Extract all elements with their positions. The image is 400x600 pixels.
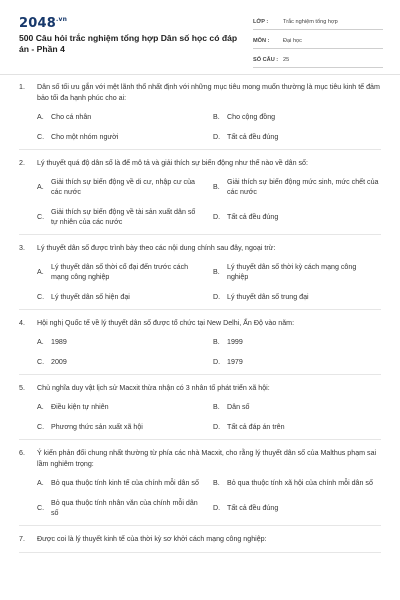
answer-options <box>19 402 381 432</box>
meta-key: SỐ CÂU : <box>253 56 279 63</box>
meta-row-subject <box>253 33 383 49</box>
answer-option[interactable] <box>213 262 385 282</box>
option-letter: A. <box>37 113 44 121</box>
option-text: Điều kiện tự nhiên <box>51 403 109 411</box>
option-text: 1979 <box>227 358 243 366</box>
answer-option[interactable] <box>37 337 209 347</box>
answer-option[interactable] <box>213 207 385 227</box>
question-item <box>19 82 381 150</box>
answer-option[interactable] <box>37 262 209 282</box>
option-letter: B. <box>213 183 220 191</box>
logo-main: 2048 <box>19 16 56 31</box>
meta-value: Đại học <box>283 37 302 44</box>
meta-value: 25 <box>283 56 290 63</box>
question-number: 6. <box>19 449 25 457</box>
option-text: Giải thích sự biến động về di cư, nhập cư của các nước <box>51 178 195 196</box>
meta-value: Trắc nghiệm tổng hợp <box>283 18 338 25</box>
option-letter: A. <box>37 338 44 346</box>
page-header <box>0 0 400 70</box>
option-letter: D. <box>213 133 221 141</box>
option-text: Tất cả đáp án trên <box>227 423 285 431</box>
answer-options <box>19 177 381 227</box>
question-number: 3. <box>19 244 25 252</box>
option-text: Giải thích sự biến động về tài sản xuất dân số tự nhiên của các nước <box>51 208 196 226</box>
question-text: Lý thuyết dân số được trình bày theo các nội dung chính sau đây, ngoại trừ: <box>37 244 276 252</box>
question-number: 7. <box>19 535 25 543</box>
option-text: Bỏ qua thuộc tính nhân văn của chính mỗi dân số <box>51 499 198 517</box>
question-text: Chủ nghĩa duy vật lịch sử Macxit thừa nhận có 3 nhân tố phát triển xã hội: <box>37 384 270 392</box>
option-letter: C. <box>37 293 45 301</box>
question-item <box>19 243 381 310</box>
question-text: Lý thuyết quá độ dân số là để mô tả và giải thích sự biến động như thế nào về dân số: <box>37 159 308 167</box>
meta-row-count <box>253 52 383 68</box>
option-text: Tất cả đều đúng <box>227 213 279 221</box>
document-title: 500 Câu hỏi trắc nghiệm tổng hợp Dân số học có đáp án - Phần 4 <box>19 33 238 54</box>
option-text: 1999 <box>227 338 243 346</box>
option-letter: D. <box>213 358 221 366</box>
answer-option[interactable] <box>213 357 385 367</box>
option-letter: C. <box>37 358 45 366</box>
option-text: Lý thuyết dân số hiện đại <box>51 293 130 301</box>
question-text: Hội nghị Quốc tế về lý thuyết dân số được tổ chức tại New Delhi, Ấn Độ vào năm: <box>37 319 295 327</box>
answer-option[interactable] <box>37 112 209 122</box>
question-item <box>19 383 381 440</box>
meta-row-class <box>253 14 383 30</box>
answer-option[interactable] <box>37 478 209 488</box>
option-letter: B. <box>213 268 220 276</box>
answer-options <box>19 112 381 142</box>
question-item <box>19 318 381 375</box>
question-number: 4. <box>19 319 25 327</box>
option-text: Lý thuyết dân số thời kỳ cách mạng công nghiệp <box>227 263 357 281</box>
option-text: Cho cá nhân <box>51 113 92 121</box>
answer-option[interactable] <box>37 132 209 142</box>
option-text: Tất cả đều đúng <box>227 504 279 512</box>
answer-option[interactable] <box>37 207 209 227</box>
question-text: Dân số tối ưu gắn với mệt lãnh thổ nhất định với những mục tiêu mong muốn thường là mục tiêu kinh tế đảm bảo tối đa hạnh phúc cho ai: <box>37 83 380 102</box>
option-letter: C. <box>37 213 45 221</box>
logo-tld: .vn <box>55 16 68 23</box>
header-divider <box>0 74 400 75</box>
option-text: 2009 <box>51 358 67 366</box>
option-letter: A. <box>37 183 44 191</box>
answer-option[interactable] <box>37 292 209 302</box>
option-text: Phương thức sản xuất xã hội <box>51 423 143 431</box>
option-text: Giải thích sự biến động mức sinh, mức chết của các nước <box>227 178 379 196</box>
answer-option[interactable] <box>37 498 209 518</box>
answer-options <box>19 337 381 367</box>
answer-options <box>19 262 381 302</box>
question-item <box>19 534 381 553</box>
answer-option[interactable] <box>213 478 385 488</box>
document-meta <box>253 14 383 71</box>
answer-option[interactable] <box>213 177 385 197</box>
answer-option[interactable] <box>213 292 385 302</box>
answer-option[interactable] <box>37 357 209 367</box>
answer-options <box>19 478 381 518</box>
answer-option[interactable] <box>213 337 385 347</box>
answer-option[interactable] <box>213 112 385 122</box>
option-letter: A. <box>37 268 44 276</box>
option-text: Cho một nhóm người <box>51 133 119 141</box>
answer-option[interactable] <box>37 402 209 412</box>
option-letter: B. <box>213 338 220 346</box>
question-text: Ý kiến phản đối chung nhất thường từ phía các nhà Macxit, cho rằng lý thuyết dân số của Malthus phạm sai lầm nghiêm trọng: <box>37 449 377 468</box>
question-number: 2. <box>19 159 25 167</box>
option-text: 1989 <box>51 338 67 346</box>
question-text: Được coi là lý thuyết kinh tế của thời kỳ sơ khởi cách mạng công nghiệp: <box>37 535 267 543</box>
answer-option[interactable] <box>213 132 385 142</box>
question-number: 1. <box>19 83 25 91</box>
answer-option[interactable] <box>213 498 385 518</box>
answer-option[interactable] <box>213 422 385 432</box>
option-text: Lý thuyết dân số thời cổ đại đến trước cách mạng công nghiệp <box>51 263 189 281</box>
option-letter: C. <box>37 133 45 141</box>
meta-key: LỚP : <box>253 18 269 25</box>
option-letter: D. <box>213 423 221 431</box>
option-text: Tất cả đều đúng <box>227 133 279 141</box>
option-text: Cho cộng đồng <box>227 113 276 121</box>
question-list <box>0 82 400 561</box>
option-letter: B. <box>213 479 220 487</box>
question-item <box>19 448 381 526</box>
option-letter: B. <box>213 113 220 121</box>
answer-option[interactable] <box>213 402 385 412</box>
option-letter: D. <box>213 293 221 301</box>
answer-option[interactable] <box>37 177 209 197</box>
answer-option[interactable] <box>37 422 209 432</box>
option-letter: C. <box>37 504 45 512</box>
option-text: Dân số <box>227 403 250 411</box>
option-letter: D. <box>213 213 221 221</box>
option-letter: C. <box>37 423 45 431</box>
option-text: Bỏ qua thuộc tính kinh tế của chính mỗi dân số <box>51 479 199 487</box>
option-letter: A. <box>37 403 44 411</box>
option-letter: D. <box>213 504 221 512</box>
option-letter: B. <box>213 403 220 411</box>
question-number: 5. <box>19 384 25 392</box>
site-logo[interactable] <box>19 16 67 31</box>
option-text: Bỏ qua thuộc tính xã hội của chính mỗi dân số <box>227 479 373 487</box>
question-item <box>19 158 381 235</box>
meta-key: MÔN : <box>253 37 270 44</box>
option-text: Lý thuyết dân số trung đại <box>227 293 309 301</box>
option-letter: A. <box>37 479 44 487</box>
